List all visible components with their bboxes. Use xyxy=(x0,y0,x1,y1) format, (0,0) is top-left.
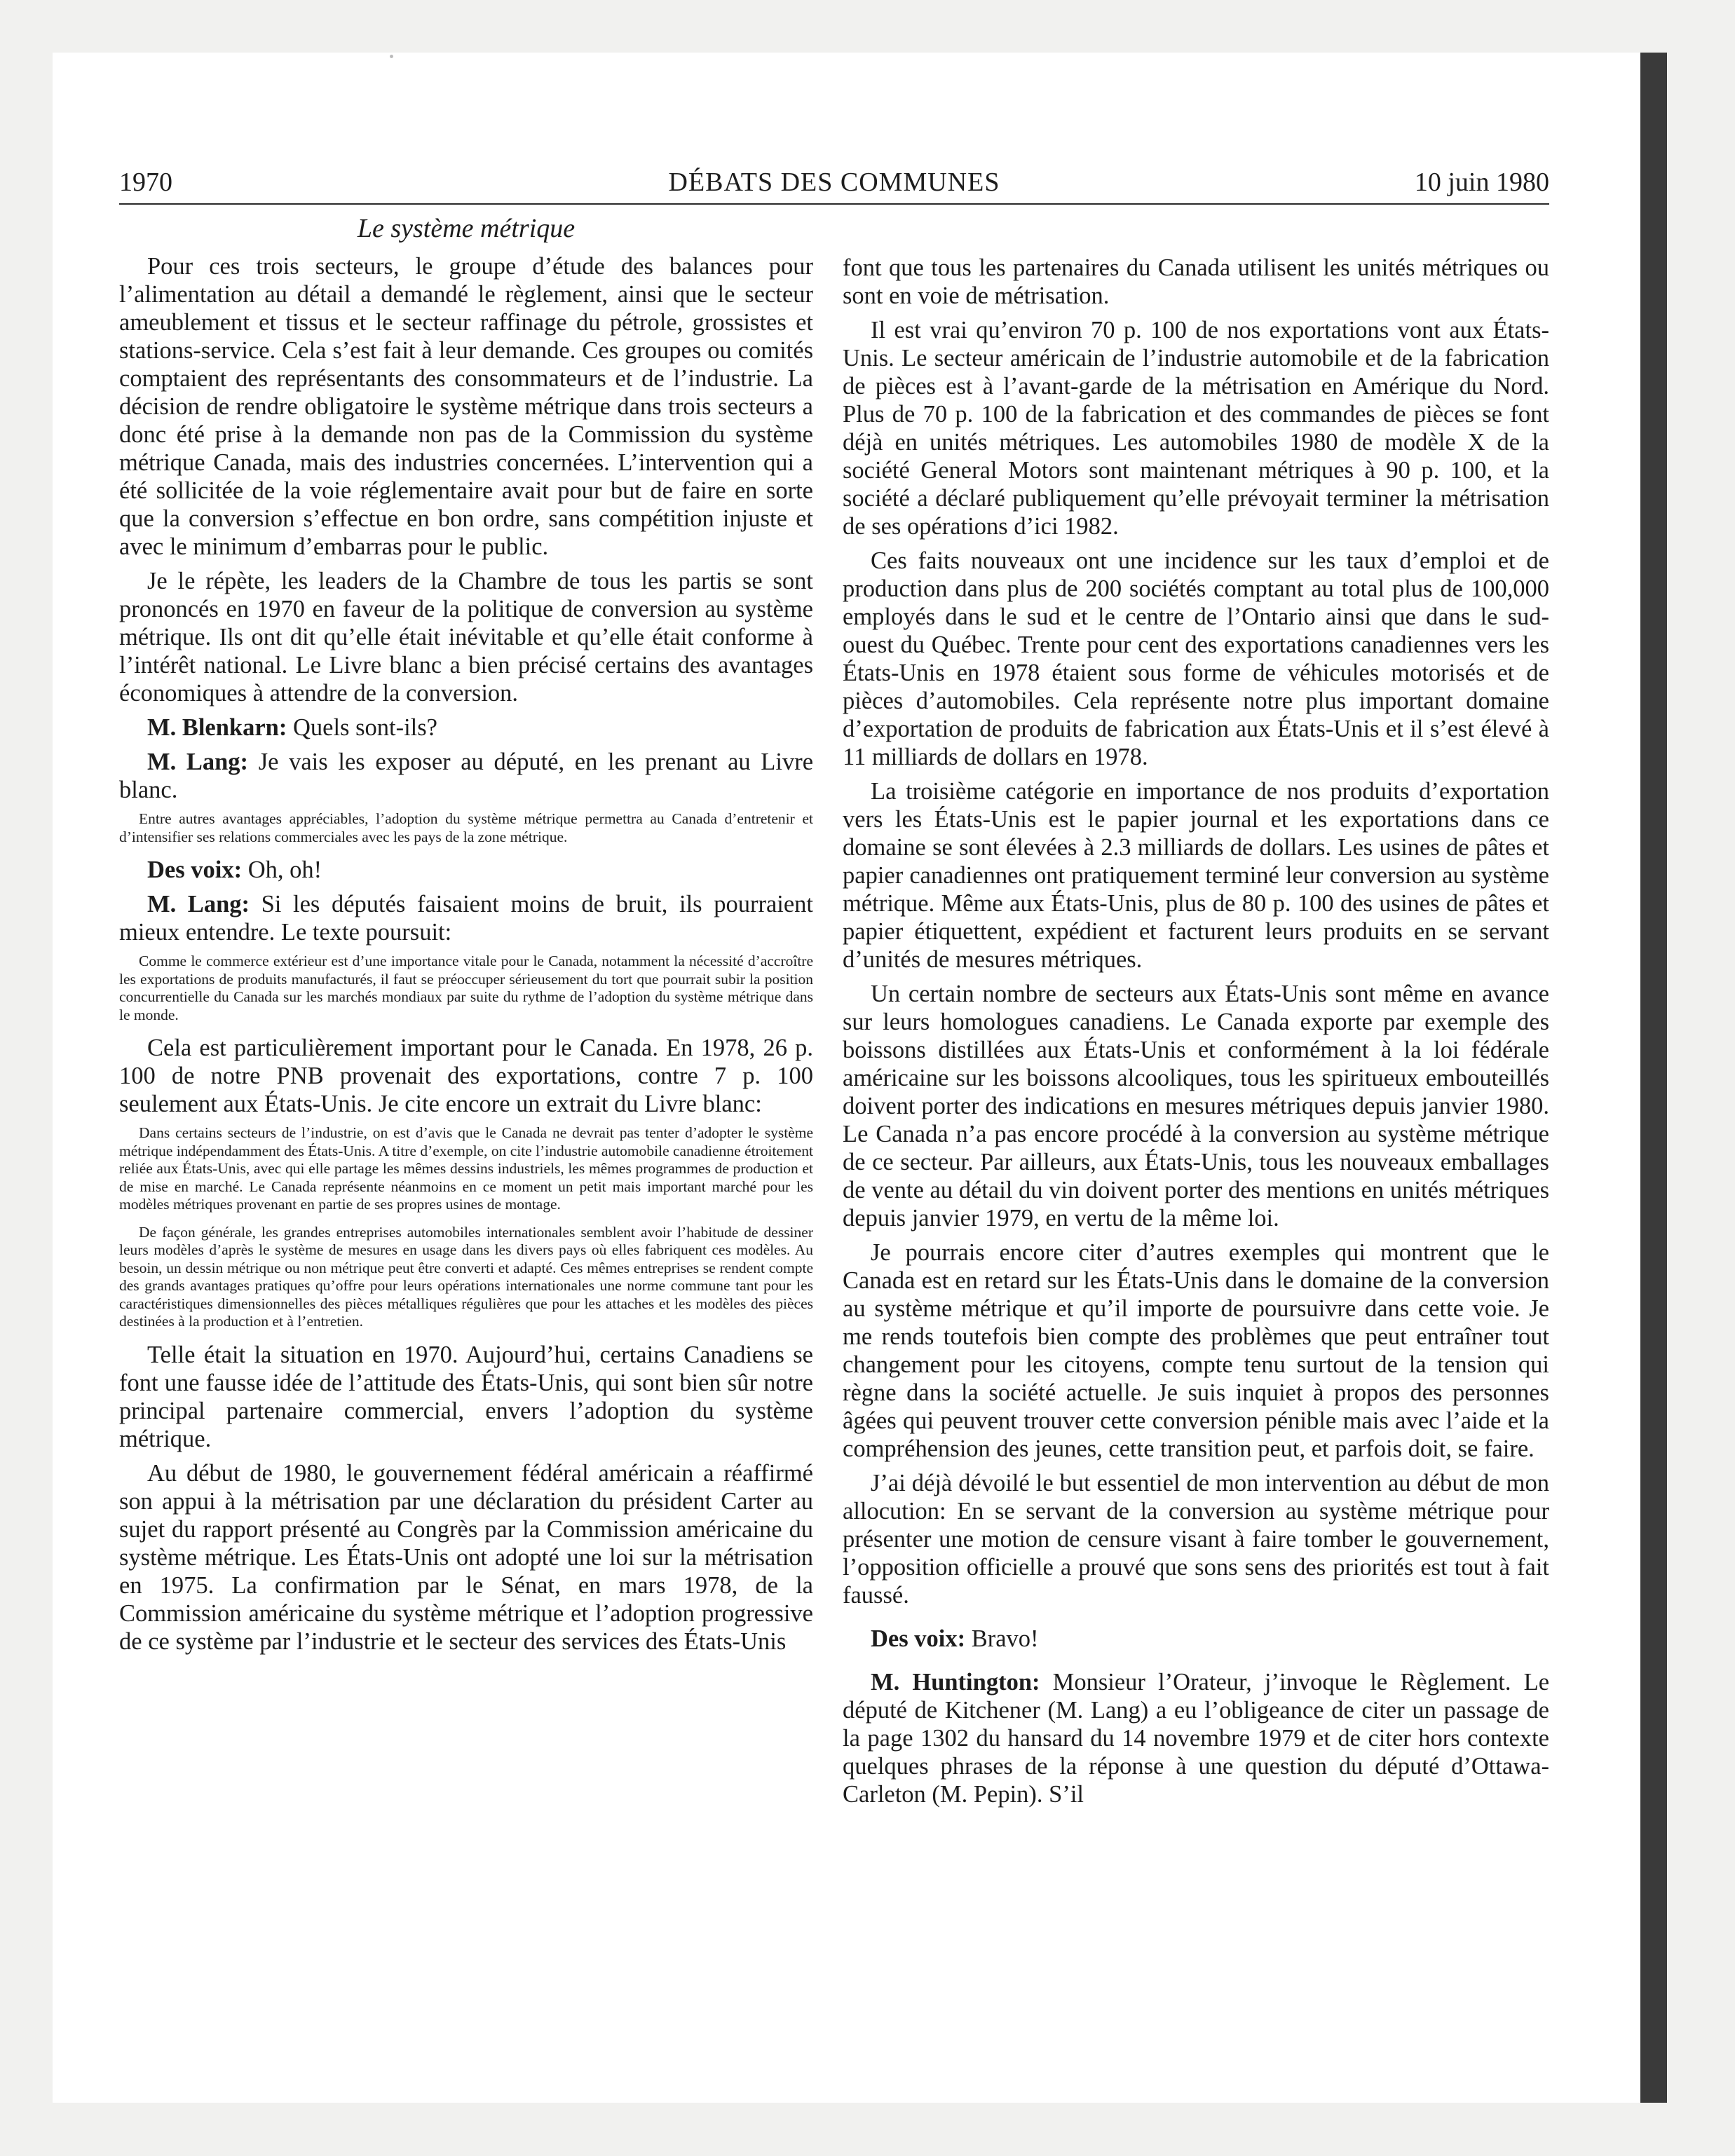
right-column xyxy=(843,254,1549,1815)
paragraph: Je pourrais encore citer d’autres exemples qui montrent que le Canada est en retard sur les États-Unis dans le domaine de la conversion au système métrique et qu’il importe de poursuivre dans cette voie. Je me rends toutefois bien compte des problèmes que peut entraîner tout changement pour les citoyens, compte tenu surtout de la tension qui règne dans la société actuelle. Je suis inquiet à propos des personnes âgées qui peuvent trouver cette conversion pénible mais avec l’aide et la compréhension des jeunes, cette transition peut, et parfois doit, se faire. xyxy=(843,1239,1549,1462)
speaker-name: Des voix: xyxy=(871,1625,966,1652)
paragraph: Il est vrai qu’environ 70 p. 100 de nos exportations vont aux États-Unis. Le secteur américain de l’industrie automobile et de la fabrication de pièces est à l’avant-garde de la métrisation en Amérique du Nord. Plus de 70 p. 100 de la fabrication et des commandes de pièces se font déjà en unités métriques. Les automobiles 1980 de modèle X de la société General Motors sont maintenant métriques à 90 p. 100, et la société a déclaré publiquement qu’elle prévoyait terminer la métrisation de ses opérations d’ici 1982. xyxy=(843,317,1549,540)
paragraph: J’ai déjà dévoilé le but essentiel de mon intervention au début de mon allocution: En se servant de la conversion au système métrique pour présenter une motion de censure visant à faire tomber le gouvernement, l’opposition officielle a prouvé que sons sens des priorités est tout à fait faussé. xyxy=(843,1470,1549,1609)
speech-text: Monsieur l’Orateur, j’invoque le Règlement. Le député de Kitchener (M. Lang) a eu l’obligeance de citer un passage de la page 1302 du hansard du 14 novembre 1979 et de citer hors contexte quelques phrases de la réponse à une question du député d’Ottawa-Carleton (M. Pepin). S’il xyxy=(843,1669,1550,1808)
speech-text: Si les députés faisaient moins de bruit, ils pourraient mieux entendre. Le texte poursuit: xyxy=(119,891,814,946)
block-quote: De façon générale, les grandes entreprises automobiles internationales semblent avoir l’habitude de dessiner leurs modèles d’après le système de mesures en usage dans les divers pays où elles fabriquent ces modèles. Au besoin, un dessin métrique ou non métrique peut être converti et adapté. Ces mêmes entreprises se rendent compte des grands avantages pratiques qu’offre pour leurs opérations internationales une norme commune tant pour les caractéristiques dimensionnelles des pièces métalliques régulières que pour les attaches et les modèles des pièces destinées à la production et à l’entretien. xyxy=(119,1223,813,1330)
paragraph: Au début de 1980, le gouvernement fédéral américain a réaffirmé son appui à la métrisation par une déclaration du président Carter au sujet du rapport présenté au Congrès par la Commission américaine du système métrique. Les États-Unis ont adopté une loi sur la métrisation en 1975. La confirmation par le Sénat, en mars 1978, de la Commission américaine du système métrique et l’adoption progressive de ce système par l’industrie et le secteur des services des États-Unis xyxy=(119,1459,813,1655)
speaker-name: M. Huntington: xyxy=(871,1669,1040,1696)
running-header xyxy=(119,167,1549,205)
paragraph: font que tous les partenaires du Canada utilisent les unités métriques ou sont en voie de métrisation. xyxy=(843,254,1549,309)
section-heading: Le système métrique xyxy=(357,214,576,243)
speech xyxy=(119,856,813,884)
left-column xyxy=(119,210,813,1662)
block-quote: Dans certains secteurs de l’industrie, on est d’avis que le Canada ne devrait pas tenter d’adopter le système métrique indépendamment des États-Unis. A titre d’exemple, on cite l’industrie automobile canadienne étroitement reliée aux États-Unis, avec qui elle partage les mêmes dessins industriels, les mêmes programmes de production et de mise en marché. Le Canada représente néanmoins en ce moment un petit mais important marché pour les modèles métriques provenant en partie de ses propres usines de montage. xyxy=(119,1124,813,1213)
speaker-name: M. Lang: xyxy=(147,749,249,775)
speech xyxy=(119,748,813,804)
speech xyxy=(119,714,813,742)
speaker-name: M. Lang: xyxy=(147,891,250,917)
speech-text: Je vais les exposer au député, en les prenant au Livre blanc. xyxy=(119,749,814,803)
paragraph: Pour ces trois secteurs, le groupe d’étude des balances pour l’alimentation au détail a demandé le règlement, ainsi que le secteur ameublement et tissus et le secteur raffinage du pétrole, grossistes et stations-service. Cela s’est fait à leur demande. Ces groupes ou comités comptaient des représentants des consommateurs et de l’industrie. La décision de rendre obligatoire le système métrique dans trois secteurs a donc été prise à la demande non pas de la Commission du système métrique Canada, mais des industries concernées. L’intervention qui a été sollicitée de la voie réglementaire avait pour but de faire en sorte que la conversion s’effectue en bon ordre, sans compétition injuste et avec le minimum d’embarras pour le public. xyxy=(119,253,813,560)
page-number: 1970 xyxy=(119,168,172,197)
paragraph: Cela est particulièrement important pour le Canada. En 1978, 26 p. 100 de notre PNB provenait des exportations, contre 7 p. 100 seulement aux États-Unis. Je cite encore un extrait du Livre blanc: xyxy=(119,1035,813,1117)
speech-text: Oh, oh! xyxy=(247,857,322,883)
scan-speck xyxy=(390,55,393,58)
paragraph: Je le répète, les leaders de la Chambre de tous les partis se sont prononcés en 1970 en faveur de la politique de conversion au système métrique. Ils ont dit qu’elle était inévitable et qu’elle était conforme à l’intérêt national. Le Livre blanc a bien précisé certains des avantages économiques à attendre de la conversion. xyxy=(119,568,813,707)
block-quote: Comme le commerce extérieur est d’une importance vitale pour le Canada, notamment la nécessité d’accroître les exportations de produits manufacturés, il faut se préoccuper sérieusement du tort que pourrait subir la position concurrentielle du Canada sur les marchés mondiaux par suite du rythme de l’adoption du système métrique dans le monde. xyxy=(119,953,813,1023)
speech xyxy=(119,890,813,946)
speech-text: Bravo! xyxy=(971,1625,1039,1652)
paragraph: Telle était la situation en 1970. Aujourd’hui, certains Canadiens se font une fausse idée de l’attitude des États-Unis, qui sont bien sûr notre principal partenaire commercial, envers l’adoption du système métrique. xyxy=(119,1341,813,1452)
speech-text: Quels sont-ils? xyxy=(292,714,437,741)
publication-title: DÉBATS DES COMMUNES xyxy=(668,168,1000,197)
block-quote: Entre autres avantages appréciables, l’adoption du système métrique permettra au Canada d’entretenir et d’intensifier ses relations commerciales avec les pays de la zone métrique. xyxy=(119,810,813,845)
issue-date: 10 juin 1980 xyxy=(1414,168,1549,197)
scan-binding-edge xyxy=(1640,53,1667,2103)
speech xyxy=(843,1625,1549,1653)
speech xyxy=(843,1668,1549,1808)
paragraph: Ces faits nouveaux ont une incidence sur les taux d’emploi et de production dans plus de 200 sociétés comptant au total plus de 100,000 employés dans le sud et le centre de l’Ontario ainsi que dans le sud-ouest du Québec. Trente pour cent des exportations canadiennes vers les États-Unis en 1978 étaient sous forme de véhicules motorisés et de pièces d’automobiles. Cela représente notre plus important domaine d’exportation de produits de fabrication aux États-Unis et il s’est élevé à 11 milliards de dollars en 1978. xyxy=(843,547,1549,770)
speaker-name: M. Blenkarn: xyxy=(147,714,287,741)
speaker-name: Des voix: xyxy=(147,857,243,883)
paragraph: La troisième catégorie en importance de nos produits d’exportation vers les États-Unis est le papier journal et les exportations dans ce domaine se sont élevées à 2.3 milliards de dollars. Les usines de pâtes et papier canadiennes ont pratiquement terminé leur conversion au système métrique. Même aux États-Unis, plus de 80 p. 100 des usines de pâtes et papier étiquettent, expédient et facturent leurs produits en se servant d’unités de mesures métriques. xyxy=(843,778,1549,973)
paragraph: Un certain nombre de secteurs aux États-Unis sont même en avance sur leurs homologues canadiens. Le Canada exporte par exemple des boissons distillées aux États-Unis et conformément à la loi fédérale américaine sur les boissons alcooliques, tous les spiritueux embouteillés doivent porter des indications en mesures métriques depuis janvier 1980. Le Canada n’a pas encore procédé à la conversion au système métrique de ce secteur. Par ailleurs, aux États-Unis, tous les nouveaux emballages de vente au détail du vin doivent porter des mentions en unités métriques depuis janvier 1979, en vertu de la même loi. xyxy=(843,981,1549,1231)
